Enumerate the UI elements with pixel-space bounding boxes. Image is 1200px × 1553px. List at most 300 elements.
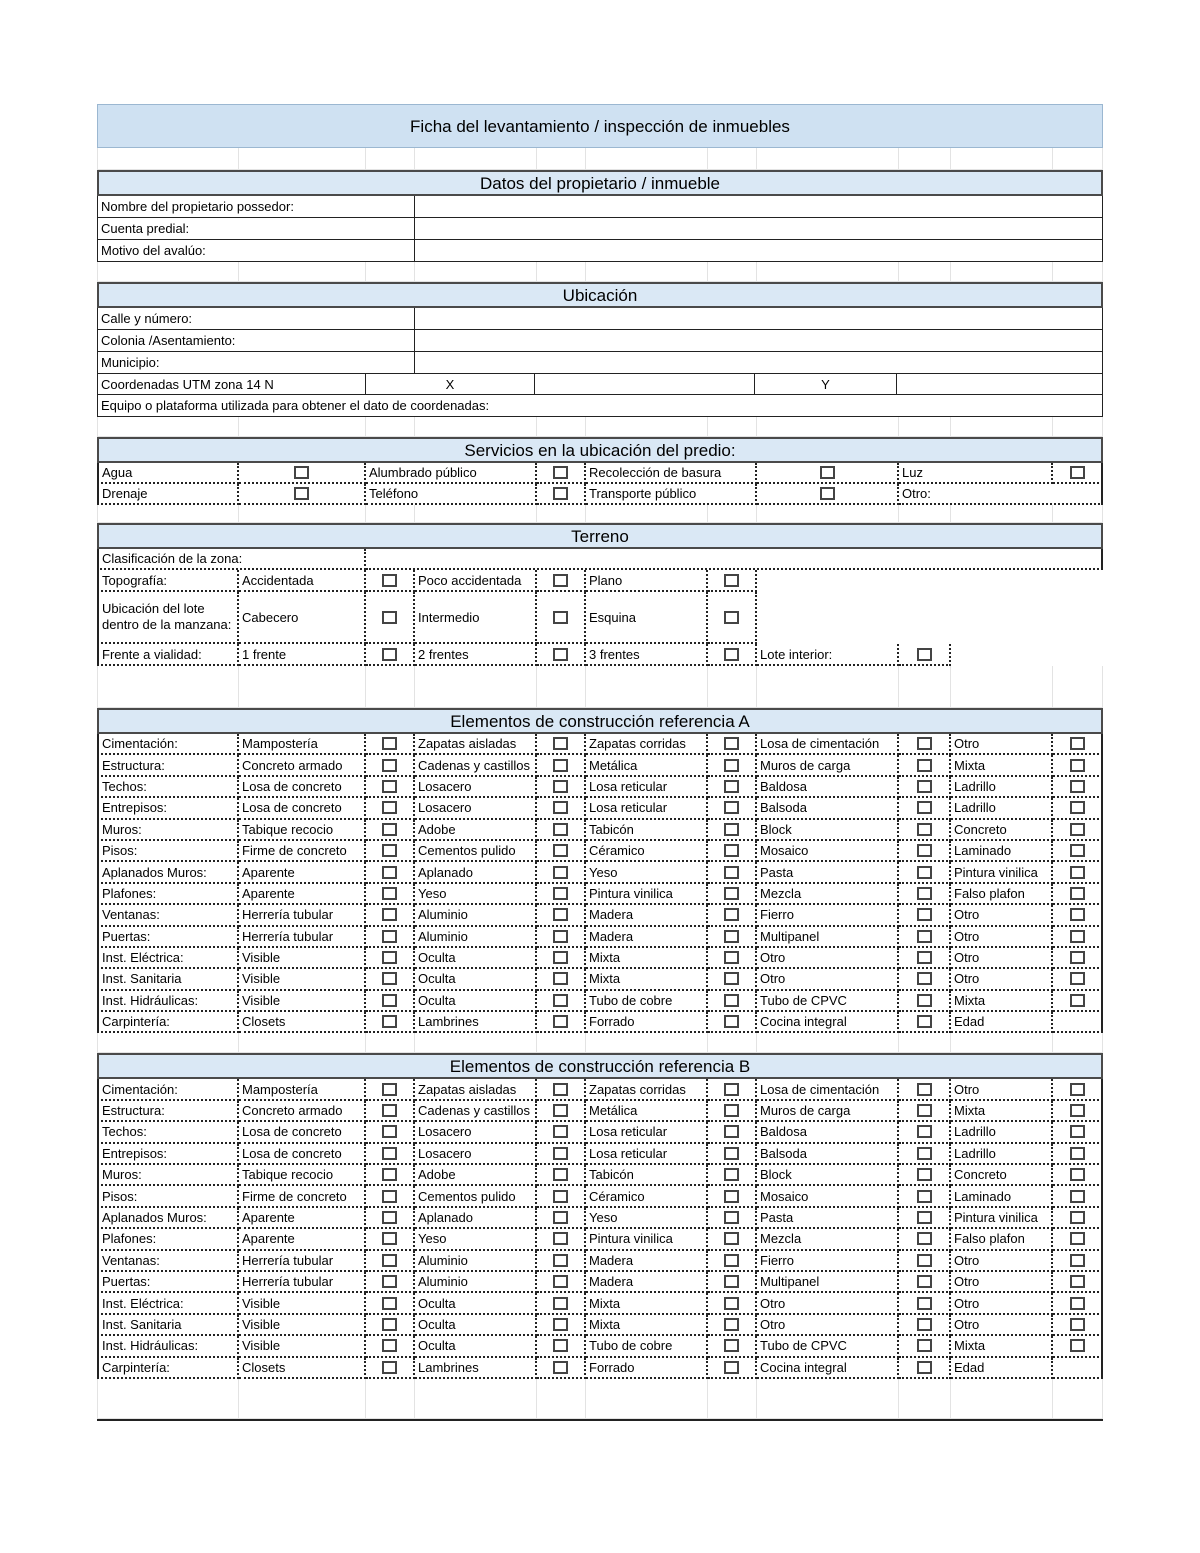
construction-b-option: Oculta <box>415 1336 537 1357</box>
construction-b-checkbox-cell <box>366 1122 415 1143</box>
construction-a-category: Carpintería: <box>97 1012 239 1033</box>
construction-b-option: Aluminio <box>415 1272 537 1293</box>
grid-cell <box>97 666 239 708</box>
construction-b-option: Balsoda <box>757 1144 899 1165</box>
grid-cell <box>1053 666 1103 708</box>
construction-a-checkbox[interactable] <box>553 780 568 793</box>
construction-b-checkbox-cell <box>1053 1186 1103 1207</box>
construction-b-option: Firme de concreto <box>239 1186 366 1207</box>
construction-b-checkbox-cell <box>899 1079 951 1100</box>
construction-a-checkbox-cell <box>537 884 586 905</box>
construction-a-checkbox[interactable] <box>553 994 568 1007</box>
coord-y-label: Y <box>755 374 897 394</box>
construction-b-option: Otro <box>951 1251 1053 1272</box>
construction-b-option: Mezcla <box>757 1229 899 1250</box>
construction-a-checkbox[interactable] <box>724 930 739 943</box>
construction-b-checkbox-cell <box>899 1165 951 1186</box>
construction-b-checkbox[interactable] <box>917 1275 932 1288</box>
construction-a-checkbox[interactable] <box>553 908 568 921</box>
construction-b-option: Fierro <box>757 1251 899 1272</box>
construction-b-checkbox-cell <box>708 1144 757 1165</box>
construction-a-checkbox[interactable] <box>1070 780 1085 793</box>
construction-b-category: Puertas: <box>97 1272 239 1293</box>
construction-b-checkbox[interactable] <box>553 1275 568 1288</box>
construction-b-checkbox[interactable] <box>1070 1125 1085 1138</box>
construction-b-checkbox[interactable] <box>917 1361 932 1374</box>
grid-cell <box>1053 417 1103 437</box>
service-checkbox-cell <box>537 484 586 505</box>
construction-a-checkbox-cell <box>366 991 415 1012</box>
construction-a-row <box>97 820 1103 841</box>
construction-b-option: Concreto armado <box>239 1101 366 1122</box>
construction-b-checkbox[interactable] <box>553 1211 568 1224</box>
construction-a-option: Cadenas y castillos <box>415 755 537 776</box>
construction-b-checkbox[interactable] <box>724 1297 739 1310</box>
construction-b-checkbox[interactable] <box>724 1147 739 1160</box>
construction-b-checkbox[interactable] <box>917 1232 932 1245</box>
coord-y-field[interactable] <box>897 374 1103 394</box>
construction-a-checkbox[interactable] <box>553 951 568 964</box>
construction-a-checkbox-cell <box>1053 905 1103 926</box>
construction-b-checkbox[interactable] <box>553 1104 568 1117</box>
construction-a-checkbox[interactable] <box>553 801 568 814</box>
construction-b-option: Pasta <box>757 1208 899 1229</box>
construction-b-option: Losa de concreto <box>239 1122 366 1143</box>
construction-b-checkbox[interactable] <box>724 1083 739 1096</box>
construction-a-checkbox[interactable] <box>917 780 932 793</box>
construction-b-option: Aparente <box>239 1208 366 1229</box>
construction-b-checkbox-cell <box>1053 1315 1103 1336</box>
construction-b-checkbox[interactable] <box>724 1211 739 1224</box>
construction-b-category: Carpintería: <box>97 1358 239 1379</box>
coord-x-field[interactable] <box>535 374 755 394</box>
construction-b-checkbox[interactable] <box>553 1083 568 1096</box>
construction-b-option: Tubo de CPVC <box>757 1336 899 1357</box>
construction-a-checkbox[interactable] <box>724 844 739 857</box>
construction-b-option: Cementos pulido <box>415 1186 537 1207</box>
terrain-checkbox[interactable] <box>724 611 739 624</box>
construction-b-checkbox-cell <box>899 1358 951 1379</box>
grid-cell <box>366 148 415 170</box>
construction-b-checkbox-cell <box>1053 1272 1103 1293</box>
construction-a-row <box>97 841 1103 862</box>
construction-b-checkbox[interactable] <box>553 1361 568 1374</box>
page-title: Ficha del levantamiento / inspección de inmuebles <box>97 104 1103 148</box>
construction-a-checkbox[interactable] <box>724 866 739 879</box>
construction-a-option: Mezcla <box>757 884 899 905</box>
construction-b-age-input[interactable] <box>1053 1358 1103 1379</box>
construction-b-option: Tubo de cobre <box>586 1336 708 1357</box>
owner-row <box>97 196 1103 218</box>
construction-b-checkbox[interactable] <box>1070 1211 1085 1224</box>
terrain-checkbox[interactable] <box>553 611 568 624</box>
construction-a-checkbox[interactable] <box>553 823 568 836</box>
construction-b-checkbox[interactable] <box>382 1083 397 1096</box>
construction-b-checkbox-cell <box>537 1186 586 1207</box>
construction-b-checkbox-cell <box>366 1079 415 1100</box>
construction-b-checkbox[interactable] <box>917 1318 932 1331</box>
construction-a-checkbox-cell <box>537 948 586 969</box>
construction-b-checkbox[interactable] <box>382 1275 397 1288</box>
services-row <box>97 463 1103 484</box>
construction-a-option: Aluminio <box>415 905 537 926</box>
construction-a-checkbox-cell <box>899 969 951 990</box>
coords-label: Coordenadas UTM zona 14 N <box>97 374 366 394</box>
construction-a-checkbox[interactable] <box>553 759 568 772</box>
construction-a-checkbox[interactable] <box>382 737 397 750</box>
construction-a-row <box>97 862 1103 883</box>
service-checkbox[interactable] <box>553 487 568 500</box>
construction-a-checkbox[interactable] <box>382 908 397 921</box>
terrain-checkbox-cell <box>537 644 586 666</box>
grid-cell <box>239 417 366 437</box>
construction-a-checkbox[interactable] <box>1070 737 1085 750</box>
owner-field-input[interactable] <box>415 218 1103 239</box>
owner-field-input[interactable] <box>415 196 1103 217</box>
construction-b-checkbox[interactable] <box>382 1125 397 1138</box>
spacer-row <box>97 262 1103 282</box>
construction-a-checkbox-cell <box>899 798 951 819</box>
grid-cell <box>415 417 537 437</box>
construction-a-checkbox[interactable] <box>917 801 932 814</box>
construction-b-checkbox[interactable] <box>382 1147 397 1160</box>
construction-b-checkbox[interactable] <box>917 1147 932 1160</box>
construction-a-checkbox[interactable] <box>917 1015 932 1028</box>
construction-b-checkbox-cell <box>1053 1144 1103 1165</box>
construction-a-checkbox-cell <box>899 862 951 883</box>
construction-b-checkbox[interactable] <box>382 1211 397 1224</box>
construction-a-checkbox-cell <box>1053 862 1103 883</box>
construction-b-checkbox[interactable] <box>553 1339 568 1352</box>
construction-b-checkbox[interactable] <box>917 1083 932 1096</box>
construction-b-checkbox-cell <box>537 1144 586 1165</box>
construction-b-option: Zapatas aisladas <box>415 1079 537 1100</box>
terrain-checkbox-cell <box>366 592 415 644</box>
construction-b-checkbox[interactable] <box>917 1254 932 1267</box>
construction-a-option: Mixta <box>586 948 708 969</box>
construction-b-checkbox[interactable] <box>1070 1147 1085 1160</box>
terrain-checkbox[interactable] <box>724 648 739 661</box>
construction-b-checkbox-cell <box>1053 1208 1103 1229</box>
construction-b-checkbox[interactable] <box>724 1275 739 1288</box>
construction-b-checkbox[interactable] <box>724 1254 739 1267</box>
grid-cell <box>899 666 951 708</box>
construction-b-checkbox[interactable] <box>382 1232 397 1245</box>
construction-a-option: Aplanado <box>415 862 537 883</box>
construction-a-checkbox[interactable] <box>724 737 739 750</box>
construction-b-checkbox[interactable] <box>382 1190 397 1203</box>
construction-a-checkbox-cell <box>537 991 586 1012</box>
grid-cell <box>899 1033 951 1053</box>
construction-a-option: Concreto armado <box>239 755 366 776</box>
construction-b-checkbox[interactable] <box>724 1104 739 1117</box>
construction-b-checkbox[interactable] <box>917 1168 932 1181</box>
grid-cell <box>97 417 239 437</box>
construction-a-checkbox-cell <box>708 991 757 1012</box>
terrain-checkbox[interactable] <box>382 648 397 661</box>
construction-b-row <box>97 1293 1103 1314</box>
construction-a-option: Baldosa <box>757 777 899 798</box>
construction-b-option: Oculta <box>415 1293 537 1314</box>
construction-a-checkbox[interactable] <box>724 887 739 900</box>
construction-b-checkbox[interactable] <box>553 1147 568 1160</box>
construction-a-checkbox-cell <box>366 798 415 819</box>
construction-a-category: Inst. Eléctrica: <box>97 948 239 969</box>
grid-cell <box>239 262 366 282</box>
location-field-input[interactable] <box>415 352 1103 373</box>
construction-a-row <box>97 1012 1103 1033</box>
construction-a-checkbox[interactable] <box>724 951 739 964</box>
location-field-input[interactable] <box>415 330 1103 351</box>
terrain-checkbox-cell <box>366 644 415 666</box>
construction-b-checkbox-cell <box>1053 1122 1103 1143</box>
construction-a-checkbox[interactable] <box>553 972 568 985</box>
zone-input[interactable] <box>366 549 1103 570</box>
construction-b-checkbox[interactable] <box>1070 1190 1085 1203</box>
construction-a-checkbox[interactable] <box>724 908 739 921</box>
grid-cell <box>708 505 757 523</box>
construction-a-checkbox[interactable] <box>1070 866 1085 879</box>
construction-a-checkbox-cell <box>537 1012 586 1033</box>
construction-b-checkbox[interactable] <box>724 1339 739 1352</box>
construction-a-checkbox[interactable] <box>382 1015 397 1028</box>
construction-a-checkbox[interactable] <box>553 737 568 750</box>
owner-section <box>97 196 1103 262</box>
service-checkbox[interactable] <box>294 487 309 500</box>
construction-b-checkbox[interactable] <box>917 1339 932 1352</box>
construction-a-checkbox[interactable] <box>917 844 932 857</box>
construction-a-checkbox[interactable] <box>917 887 932 900</box>
grid-cell <box>97 1033 239 1053</box>
construction-b-checkbox-cell <box>537 1229 586 1250</box>
construction-a-checkbox[interactable] <box>1070 759 1085 772</box>
service-checkbox[interactable] <box>820 466 835 479</box>
construction-a-option: Herrería tubular <box>239 927 366 948</box>
service-label[interactable]: Otro: <box>899 484 1103 505</box>
location-field-input[interactable] <box>415 308 1103 329</box>
construction-b-category: Plafones: <box>97 1229 239 1250</box>
construction-a-checkbox[interactable] <box>724 780 739 793</box>
construction-b-checkbox-cell <box>537 1272 586 1293</box>
grid-cell <box>537 417 586 437</box>
construction-a-checkbox-cell <box>899 991 951 1012</box>
construction-a-option: Mixta <box>586 969 708 990</box>
construction-a-checkbox[interactable] <box>382 930 397 943</box>
construction-b-checkbox-cell <box>708 1251 757 1272</box>
construction-b-checkbox-cell <box>899 1229 951 1250</box>
construction-b-checkbox[interactable] <box>724 1361 739 1374</box>
grid-cell <box>415 1033 537 1053</box>
construction-b-checkbox[interactable] <box>382 1318 397 1331</box>
construction-a-option: Ladrillo <box>951 777 1053 798</box>
construction-b-category: Techos: <box>97 1122 239 1143</box>
construction-b-checkbox[interactable] <box>1070 1083 1085 1096</box>
construction-b-checkbox[interactable] <box>382 1104 397 1117</box>
construction-a-checkbox[interactable] <box>724 972 739 985</box>
construction-b-checkbox[interactable] <box>1070 1104 1085 1117</box>
construction-b-row <box>97 1122 1103 1143</box>
construction-b-checkbox[interactable] <box>724 1125 739 1138</box>
construction-b-row <box>97 1208 1103 1229</box>
construction-b-checkbox[interactable] <box>1070 1168 1085 1181</box>
construction-a-checkbox[interactable] <box>917 908 932 921</box>
construction-a-checkbox[interactable] <box>917 759 932 772</box>
construction-b-checkbox-cell <box>899 1122 951 1143</box>
construction-a-checkbox[interactable] <box>553 887 568 900</box>
construction-a-option: Tabique recocio <box>239 820 366 841</box>
construction-b-checkbox[interactable] <box>917 1125 932 1138</box>
construction-a-checkbox[interactable] <box>382 951 397 964</box>
construction-a-checkbox[interactable] <box>382 844 397 857</box>
construction-b-checkbox[interactable] <box>724 1190 739 1203</box>
grid-cell <box>537 666 586 708</box>
terrain-checkbox[interactable] <box>382 611 397 624</box>
construction-a-checkbox[interactable] <box>724 994 739 1007</box>
owner-field-input[interactable] <box>415 240 1103 261</box>
construction-a-checkbox[interactable] <box>917 951 932 964</box>
terrain-option: Lote interior: <box>757 644 899 666</box>
construction-b-checkbox[interactable] <box>553 1125 568 1138</box>
construction-a-checkbox-cell <box>1053 927 1103 948</box>
construction-a-checkbox[interactable] <box>382 801 397 814</box>
construction-b-checkbox-cell <box>366 1165 415 1186</box>
construction-a-checkbox[interactable] <box>917 930 932 943</box>
grid-cell <box>708 1379 757 1419</box>
construction-a-checkbox[interactable] <box>1070 908 1085 921</box>
construction-a-checkbox[interactable] <box>1070 823 1085 836</box>
construction-a-checkbox-cell <box>708 841 757 862</box>
construction-a-checkbox[interactable] <box>1070 887 1085 900</box>
construction-b-option: Muros de carga <box>757 1101 899 1122</box>
service-checkbox[interactable] <box>1070 466 1085 479</box>
grid-cell <box>537 148 586 170</box>
construction-a-checkbox[interactable] <box>553 930 568 943</box>
construction-a-row <box>97 969 1103 990</box>
construction-a-checkbox[interactable] <box>382 994 397 1007</box>
terrain-checkbox[interactable] <box>553 648 568 661</box>
service-checkbox[interactable] <box>553 466 568 479</box>
construction-a-checkbox[interactable] <box>1070 930 1085 943</box>
location-row <box>97 330 1103 352</box>
construction-a-option: Multipanel <box>757 927 899 948</box>
construction-a-checkbox[interactable] <box>724 801 739 814</box>
construction-b-checkbox[interactable] <box>1070 1318 1085 1331</box>
owner-row <box>97 240 1103 262</box>
terrain-checkbox-cell <box>899 644 951 666</box>
construction-a-checkbox[interactable] <box>1070 844 1085 857</box>
construction-a-checkbox[interactable] <box>724 1015 739 1028</box>
construction-a-checkbox[interactable] <box>917 823 932 836</box>
construction-b-checkbox[interactable] <box>553 1297 568 1310</box>
construction-b-category: Aplanados Muros: <box>97 1208 239 1229</box>
construction-b-checkbox[interactable] <box>1070 1297 1085 1310</box>
construction-b-checkbox[interactable] <box>1070 1232 1085 1245</box>
construction-b-checkbox[interactable] <box>382 1339 397 1352</box>
construction-b-checkbox[interactable] <box>724 1232 739 1245</box>
construction-b-option: Pintura vinilica <box>586 1229 708 1250</box>
construction-b-checkbox-cell <box>708 1315 757 1336</box>
construction-a-option: Madera <box>586 927 708 948</box>
construction-a-checkbox[interactable] <box>382 780 397 793</box>
construction-a-checkbox[interactable] <box>1070 951 1085 964</box>
construction-b-checkbox[interactable] <box>553 1254 568 1267</box>
construction-b-checkbox[interactable] <box>382 1297 397 1310</box>
terrain-checkbox[interactable] <box>382 574 397 587</box>
construction-b-checkbox-cell <box>537 1079 586 1100</box>
construction-a-checkbox[interactable] <box>382 866 397 879</box>
construction-a-checkbox[interactable] <box>382 759 397 772</box>
grid-cell <box>757 417 899 437</box>
construction-b-checkbox[interactable] <box>917 1104 932 1117</box>
construction-a-checkbox[interactable] <box>553 1015 568 1028</box>
construction-b-checkbox[interactable] <box>553 1190 568 1203</box>
construction-b-checkbox-cell <box>899 1315 951 1336</box>
construction-a-checkbox[interactable] <box>917 994 932 1007</box>
construction-a-checkbox[interactable] <box>382 972 397 985</box>
service-checkbox[interactable] <box>820 487 835 500</box>
terrain-checkbox[interactable] <box>917 648 932 661</box>
construction-b-checkbox[interactable] <box>382 1361 397 1374</box>
grid-cell <box>951 505 1053 523</box>
construction-a-checkbox[interactable] <box>1070 972 1085 985</box>
service-checkbox[interactable] <box>294 466 309 479</box>
construction-b-checkbox[interactable] <box>917 1190 932 1203</box>
terrain-checkbox[interactable] <box>553 574 568 587</box>
terrain-label: Frente a vialidad: <box>97 644 239 666</box>
construction-b-checkbox[interactable] <box>1070 1275 1085 1288</box>
construction-b-checkbox[interactable] <box>1070 1254 1085 1267</box>
construction-b-option: Falso plafon <box>951 1229 1053 1250</box>
terrain-checkbox[interactable] <box>724 574 739 587</box>
construction-a-option: Mixta <box>951 991 1053 1012</box>
construction-a-checkbox[interactable] <box>1070 994 1085 1007</box>
construction-b-checkbox[interactable] <box>553 1168 568 1181</box>
construction-a-checkbox[interactable] <box>553 844 568 857</box>
construction-a-checkbox[interactable] <box>917 866 932 879</box>
construction-b-checkbox[interactable] <box>553 1232 568 1245</box>
construction-b-checkbox[interactable] <box>917 1211 932 1224</box>
construction-b-checkbox[interactable] <box>553 1318 568 1331</box>
location-section <box>97 308 1103 374</box>
construction-a-checkbox[interactable] <box>382 823 397 836</box>
construction-b-checkbox-cell <box>1053 1251 1103 1272</box>
construction-a-checkbox[interactable] <box>724 823 739 836</box>
construction-b-option: Mixta <box>586 1315 708 1336</box>
construction-a-age-input[interactable] <box>1053 1012 1103 1033</box>
construction-a-option: Otro <box>757 969 899 990</box>
construction-b-checkbox[interactable] <box>724 1318 739 1331</box>
construction-b-checkbox[interactable] <box>724 1168 739 1181</box>
construction-a-checkbox[interactable] <box>917 737 932 750</box>
construction-b-checkbox[interactable] <box>382 1168 397 1181</box>
construction-b-checkbox[interactable] <box>382 1254 397 1267</box>
construction-a-checkbox[interactable] <box>1070 801 1085 814</box>
construction-a-row <box>97 927 1103 948</box>
construction-a-checkbox[interactable] <box>382 887 397 900</box>
grid-cell <box>899 148 951 170</box>
construction-a-checkbox[interactable] <box>917 972 932 985</box>
construction-a-option: Adobe <box>415 820 537 841</box>
construction-b-checkbox[interactable] <box>1070 1339 1085 1352</box>
owner-field-label: Motivo del avalúo: <box>97 240 415 261</box>
construction-b-row <box>97 1315 1103 1336</box>
construction-a-checkbox-cell <box>366 927 415 948</box>
construction-b-checkbox[interactable] <box>917 1297 932 1310</box>
construction-a-checkbox[interactable] <box>724 759 739 772</box>
construction-a-checkbox[interactable] <box>553 866 568 879</box>
grid-cell <box>586 505 708 523</box>
construction-b-checkbox-cell <box>1053 1229 1103 1250</box>
